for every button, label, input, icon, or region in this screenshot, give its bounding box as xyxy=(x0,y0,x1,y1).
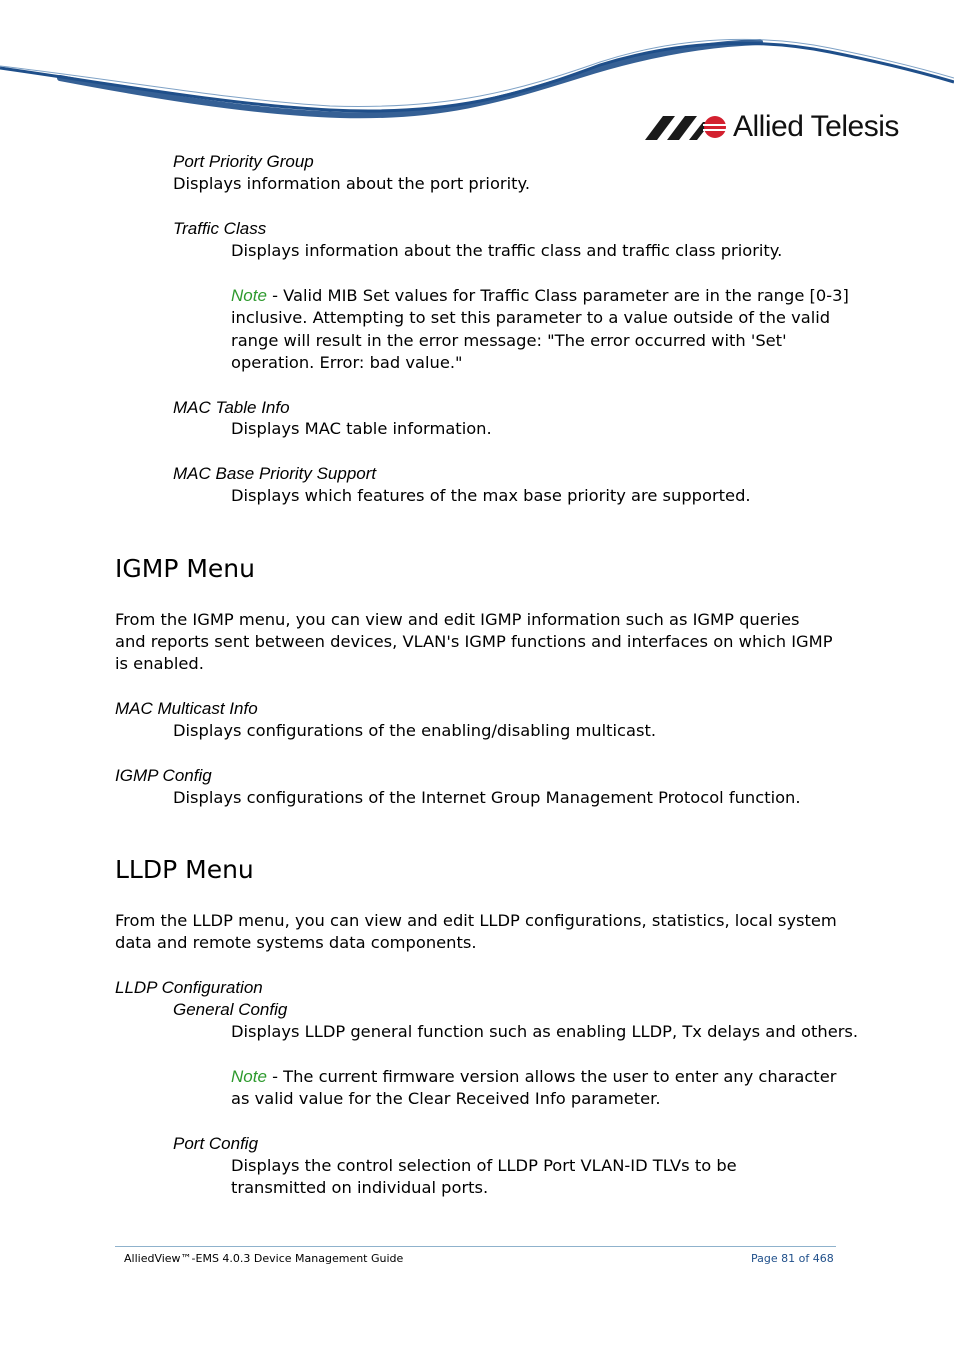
mac-table-info-desc: Displays MAC table information. xyxy=(231,419,492,438)
mac-base-priority-title: MAC Base Priority Support xyxy=(173,464,377,483)
traffic-class-title: Traffic Class xyxy=(173,219,267,238)
note-label: Note xyxy=(231,286,267,305)
traffic-class-note-line-2: inclusive. Attempting to set this parameter to a value outside of the valid xyxy=(231,308,831,327)
allied-telesis-logo xyxy=(645,110,899,144)
igmp-config-title: IGMP Config xyxy=(115,766,212,785)
footer-page-number: Page 81 of 468 xyxy=(751,1252,834,1265)
mac-table-info-title: MAC Table Info xyxy=(173,398,290,417)
mac-base-priority-desc: Displays which features of the max base priority are supported. xyxy=(231,486,751,505)
igmp-intro-line-1: From the IGMP menu, you can view and edit IGMP information such as IGMP queries xyxy=(115,610,800,629)
igmp-config-desc: Displays configurations of the Internet Group Management Protocol function. xyxy=(173,788,801,807)
general-config-note-line-2: as valid value for the Clear Received Info parameter. xyxy=(231,1089,661,1108)
general-config-desc: Displays LLDP general function such as enabling LLDP, Tx delays and others. xyxy=(231,1022,859,1041)
port-config-title: Port Config xyxy=(173,1134,259,1153)
logo-mark-icon xyxy=(645,112,727,142)
mac-multicast-info-desc: Displays configurations of the enabling/disabling multicast. xyxy=(173,721,657,740)
note-label: Note xyxy=(231,1067,267,1086)
port-priority-group-desc: Displays information about the port priority. xyxy=(173,174,531,193)
igmp-menu-heading: IGMP Menu xyxy=(115,554,255,583)
note-text: - The current firmware version allows the user to enter any character xyxy=(266,1067,837,1086)
lldp-menu-heading: LLDP Menu xyxy=(115,855,254,884)
port-config-desc-line-1: Displays the control selection of LLDP Port VLAN-ID TLVs to be xyxy=(231,1156,737,1175)
lldp-intro-line-1: From the LLDP menu, you can view and edit LLDP configurations, statistics, local system xyxy=(115,911,837,930)
traffic-class-note-line-3: range will result in the error message: "The error occurred with 'Set' xyxy=(231,331,787,350)
logo-text: Allied Telesis xyxy=(733,110,899,143)
general-config-note-line-1 xyxy=(231,1066,836,1088)
note-text: - Valid MIB Set values for Traffic Class parameter are in the range [0-3] xyxy=(266,286,849,305)
traffic-class-note-line-1 xyxy=(231,285,849,307)
traffic-class-note-line-4: operation. Error: bad value." xyxy=(231,353,463,372)
general-config-title: General Config xyxy=(173,1000,288,1019)
lldp-intro-line-2: data and remote systems data components. xyxy=(115,933,477,952)
footer-divider xyxy=(115,1246,836,1247)
footer-guide-title: AlliedView™-EMS 4.0.3 Device Management Guide xyxy=(124,1252,404,1265)
lldp-configuration-title: LLDP Configuration xyxy=(115,978,263,997)
igmp-intro-line-3: is enabled. xyxy=(115,654,204,673)
port-config-desc-line-2: transmitted on individual ports. xyxy=(231,1178,489,1197)
mac-multicast-info-title: MAC Multicast Info xyxy=(115,699,258,718)
igmp-intro-line-2: and reports sent between devices, VLAN's IGMP functions and interfaces on which IGMP xyxy=(115,632,833,651)
port-priority-group-title: Port Priority Group xyxy=(173,152,314,171)
traffic-class-desc: Displays information about the traffic class and traffic class priority. xyxy=(231,241,783,260)
